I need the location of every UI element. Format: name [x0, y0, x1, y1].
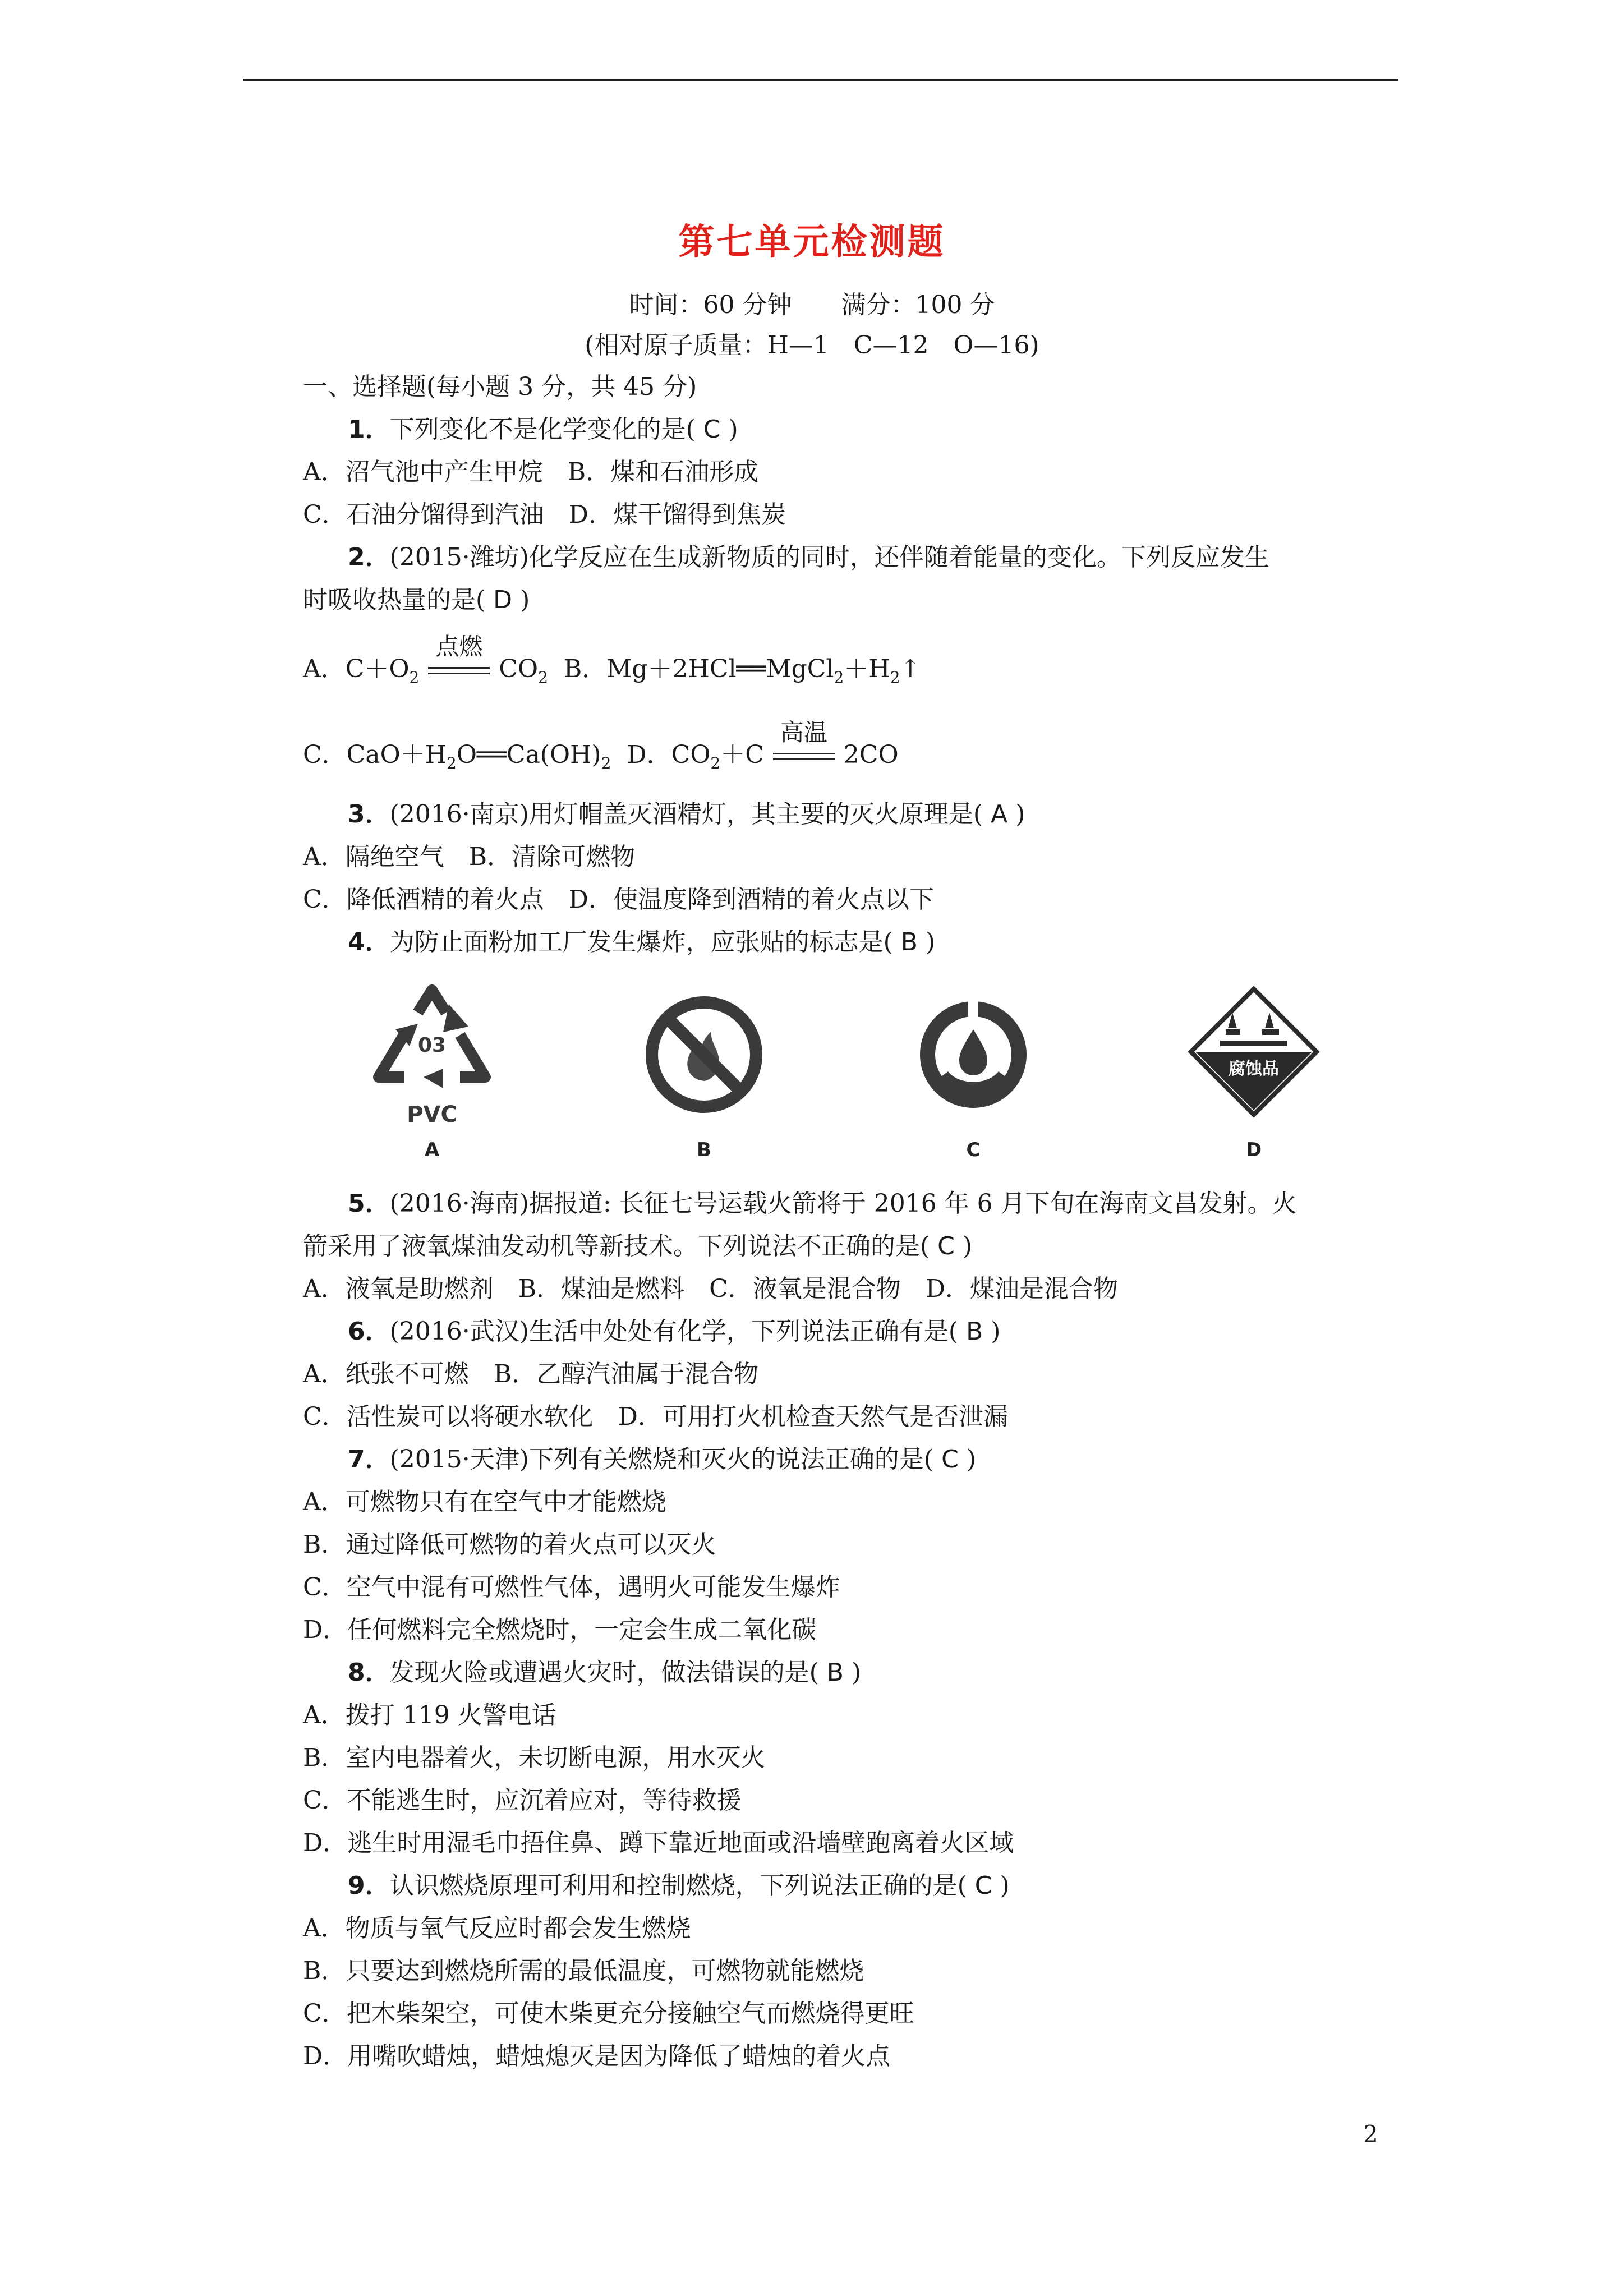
answer: C: [941, 1445, 959, 1474]
exam-time-score: 时间：60 分钟 满分：100 分: [629, 291, 995, 319]
question-6: 6．(2016·武汉)生活中处处有化学，下列说法正确有是( B ): [348, 1317, 1001, 1346]
question-9: 9．认识燃烧原理可利用和控制燃烧，下列说法正确的是( C ): [348, 1871, 1010, 1900]
corrosive-icon: [1186, 984, 1321, 1119]
answer: D: [493, 586, 513, 614]
page-title: 第七单元检测题: [678, 222, 946, 263]
option-line: B．室内电器着火，未切断电源，用水灭火: [303, 1743, 766, 1772]
section-heading: 一、选择题(每小题 3 分，共 45 分): [303, 372, 697, 401]
reaction-condition: 高温: [773, 739, 835, 771]
reaction-condition: 点燃: [428, 654, 490, 685]
answer: C: [974, 1871, 992, 1900]
question-4: 4．为防止面粉加工厂发生爆炸，应张贴的标志是( B ): [348, 928, 936, 956]
option-line: C．不能逃生时，应沉着应对，等待救援: [303, 1786, 742, 1815]
option-line: B．只要达到燃烧所需的最低温度，可燃物就能燃烧: [303, 1957, 864, 1985]
option-letter: D: [1245, 1139, 1262, 1161]
option-line: D．任何燃料完全燃烧时，一定会生成二氧化碳: [303, 1616, 817, 1644]
option-line: B．通过降低可燃物的着火点可以灭火: [303, 1530, 716, 1559]
option-line: C．把木柴架空，可使木柴更充分接触空气而燃烧得更旺: [303, 1999, 914, 2028]
svg-text:腐蚀品: 腐蚀品: [1229, 1059, 1279, 1079]
answer: B: [900, 928, 918, 956]
pvc-recycle-icon: [365, 984, 499, 1130]
option-line: A．可燃物只有在空气中才能燃烧: [303, 1488, 666, 1516]
option-line: A．纸张不可燃 B．乙醇汽油属于混合物: [303, 1360, 759, 1388]
answer: B: [826, 1658, 844, 1687]
option-line: D．用嘴吹蜡烛，蜡烛熄灭是因为降低了蜡烛的着火点: [303, 2042, 891, 2070]
option-line: C．活性炭可以将硬水软化 D．可用打火机检查天然气是否泄漏: [303, 1402, 1008, 1431]
option-line: A．拨打 119 火警电话: [303, 1701, 556, 1729]
option-line: A．隔绝空气 B．清除可燃物: [303, 843, 636, 871]
svg-text:03: 03: [417, 1034, 447, 1057]
question-2-cont: 时吸收热量的是( D ): [303, 586, 530, 614]
gas-arrow-icon: ↑: [900, 655, 921, 683]
option-line: C．降低酒精的着火点 D．使温度降到酒精的着火点以下: [303, 885, 934, 914]
option-letter: A: [424, 1139, 440, 1161]
option-line: A．物质与氧气反应时都会发生燃烧: [303, 1914, 691, 1943]
question-1: 1．下列变化不是化学变化的是( C ): [348, 415, 738, 444]
option-letter: C: [966, 1139, 981, 1161]
option-line: A．液氧是助燃剂 B．煤油是燃料 C．液氧是混合物 D．煤油是混合物: [303, 1274, 1119, 1303]
answer: B: [966, 1317, 983, 1346]
no-fire-icon: [645, 996, 763, 1114]
question-3: 3．(2016·南京)用灯帽盖灭酒精灯，其主要的灭火原理是( A ): [348, 800, 1025, 829]
option-letter: B: [697, 1139, 711, 1161]
answer: A: [991, 800, 1008, 829]
answer: C: [937, 1232, 955, 1260]
option-line: D．逃生时用湿毛巾捂住鼻、蹲下靠近地面或沿墙壁跑离着火区域: [303, 1829, 1014, 1857]
question-5: 5．(2016·海南)据报道: 长征七号运载火箭将于 2016 年 6 月下旬在海南文昌发射。火: [348, 1189, 1297, 1218]
option-line-ab: A．$C+O_2$ 点燃 $CO_2$ B．$Mg+2HCl══MgCl_2+H_2↑$: [303, 633, 921, 687]
svg-text:PVC: PVC: [407, 1102, 457, 1128]
option-line: C．石油分馏得到汽油 D．煤干馏得到焦炭: [303, 500, 786, 529]
page-number: 2: [1363, 2120, 1378, 2148]
answer: C: [703, 415, 721, 444]
question-5-cont: 箭采用了液氧煤油发动机等新技术。下列说法不正确的是( C ): [303, 1232, 973, 1260]
water-saving-icon: [914, 996, 1032, 1114]
atomic-masses: (相对原子质量：H—1 C—12 O—16): [585, 331, 1039, 360]
question-2: 2．(2015·潍坊)化学反应在生成新物质的同时，还伴随着能量的变化。下列反应发生: [348, 543, 1269, 572]
question-7: 7．(2015·天津)下列有关燃烧和灭火的说法正确的是( C ): [348, 1445, 976, 1474]
header-rule: [243, 79, 1398, 81]
option-line-cd: C．$CaO+H_2O══Ca(OH)_2$ D．$CO_2+C$ 高温 2CO: [303, 719, 899, 772]
option-line: C．空气中混有可燃性气体，遇明火可能发生爆炸: [303, 1573, 840, 1602]
question-8: 8．发现火险或遭遇火灾时，做法错误的是( B ): [348, 1658, 862, 1687]
option-line: A．沼气池中产生甲烷 B．煤和石油形成: [303, 458, 759, 486]
